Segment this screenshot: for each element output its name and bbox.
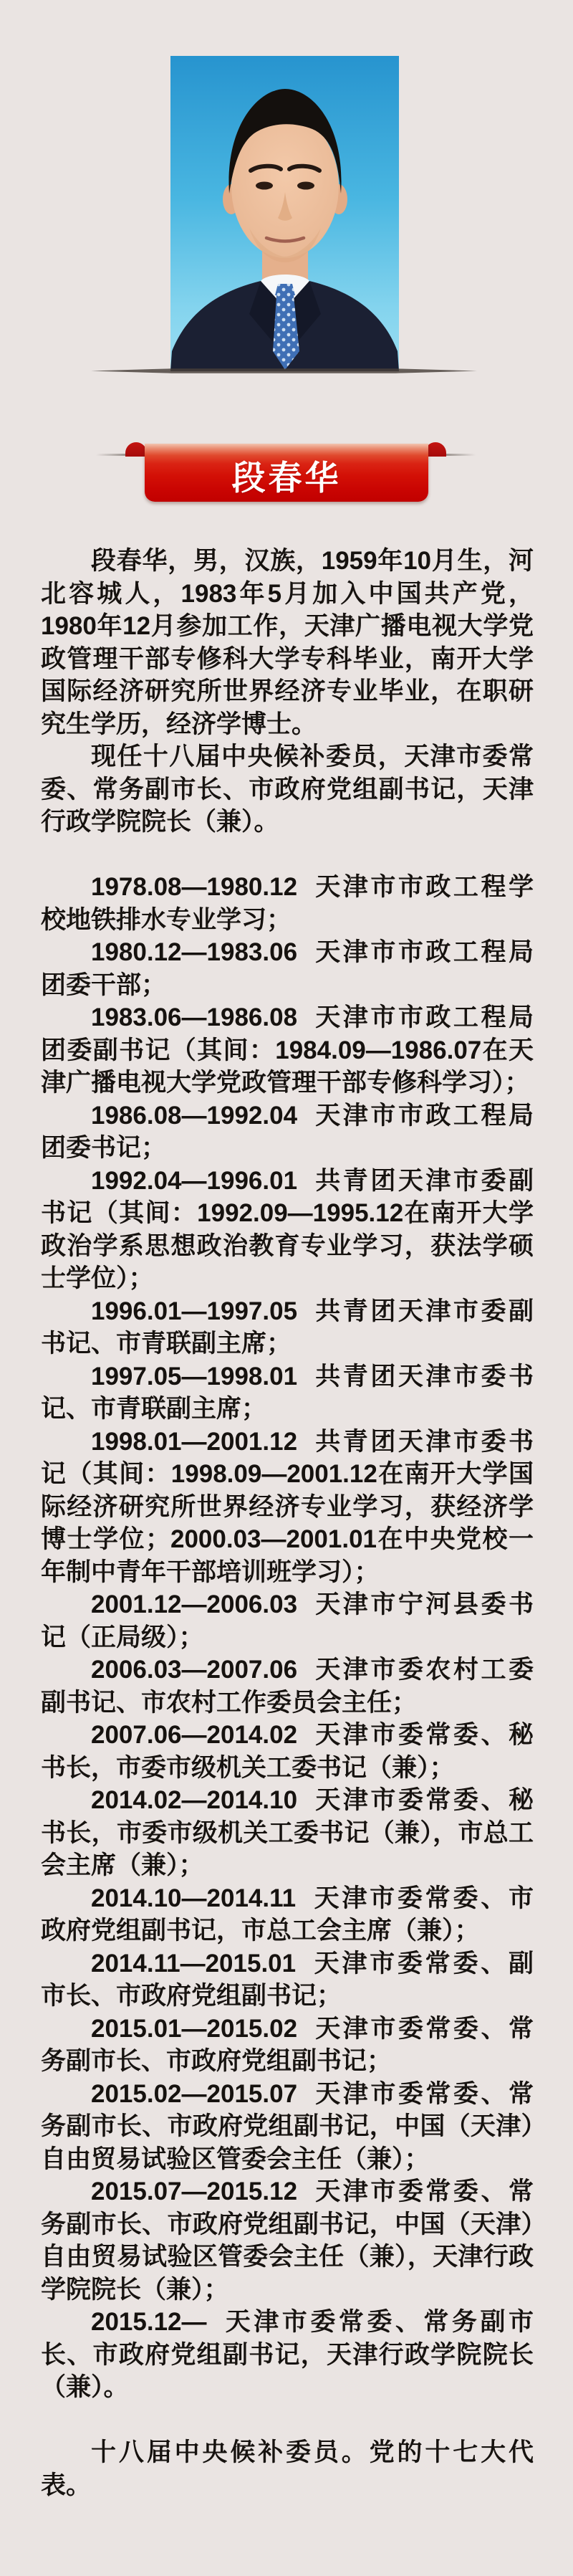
ribbon-body [145,444,428,502]
resume-entry [41,2175,534,2306]
resume-period: 2014.11—2015.01 [91,1949,297,1978]
bio-paragraph-closing: 十八届中央候补委员。党的十七大代表。 [41,2438,534,2499]
resume-period: 1992.04—1996.01 [91,1166,298,1195]
resume-description: 共青团天津市委书记（其间：1998.09—2001.12在南开大学国际经济研究所世界经济专业学习，获经济学博士学位；2000.03—2001.01在中央党校一年制中青年干部培训班学习）； [41,1427,534,1586]
resume-entry [41,936,534,1001]
resume-period: 2014.10—2014.11 [91,1884,297,1912]
resume-entry [41,1099,534,1165]
resume-description: 共青团天津市委副书记、市青联副主席； [41,1297,534,1358]
resume-description: 天津市市政工程局团委副书记（其间：1984.09—1986.07在天津广播电视大学党政管理干部专修科学习）； [41,1003,534,1097]
resume-description: 天津市委常委、秘书长，市委市级机关工委书记（兼）； [41,1721,534,1782]
resume-period: 2007.06—2014.02 [91,1721,298,1749]
resume-entry [41,2306,534,2404]
resume-entry [41,1882,534,1947]
resume-description: 天津市委常委、常务副市长、市政府党组副书记，天津行政学院院长（兼）。 [41,2308,534,2401]
resume-description: 天津市委常委、常务副市长、市政府党组副书记，中国（天津）自由贸易试验区管委会主任（兼）； [41,2079,534,2173]
portrait-shadow [90,368,477,373]
resume-period: 2015.02—2015.07 [91,2079,298,2108]
resume-description: 天津市委常委、秘书长，市委市级机关工委书记（兼），市总工会主席（兼）； [41,1786,534,1879]
resume-description: 天津市宁河县委书记（正局级）； [41,1590,534,1651]
paragraph-spacer [41,839,534,872]
biography-content [0,545,573,2501]
resume-period: 2015.07—2015.12 [91,2177,298,2205]
portrait-photo [170,56,399,371]
resume-period: 1978.08—1980.12 [91,873,298,901]
resume-period: 2015.01—2015.02 [91,2014,298,2043]
resume-description: 天津市委农村工委副书记、市农村工作委员会主任； [41,1656,534,1717]
resume-period: 1996.01—1997.05 [91,1297,298,1325]
bio-paragraph-intro: 段春华，男，汉族，1959年10月生，河北容城人，1983年5月加入中国共产党，1980年12月参加工作，天津广播电视大学党政管理干部专修科大学专科毕业，南开大学国际经济研究所世界经济专业毕业，在职研究生学历，经济学博士。 [41,547,534,738]
name-ribbon [0,430,573,523]
resume-period: 2001.12—2006.03 [91,1590,298,1618]
resume-entry [41,1001,534,1099]
resume-entry [41,2013,534,2078]
resume-description: 天津市市政工程局团委干部； [41,938,534,999]
resume-entry [41,1947,534,2013]
resume-period: 1986.08—1992.04 [91,1101,298,1130]
resume-description: 天津市委常委、常务副市长、市政府党组副书记，中国（天津）自由贸易试验区管委会主任（兼），天津行政学院院长（兼）； [41,2177,534,2304]
resume-period: 1980.12—1983.06 [91,938,298,966]
resume-entry [41,1588,534,1654]
ribbon-curl-left [125,442,147,457]
resume-entry [41,871,534,936]
resume-entry [41,1654,534,1719]
resume-description: 共青团天津市委书记、市青联副主席； [41,1362,534,1423]
resume-description: 天津市委常委、市政府党组副书记，市总工会主席（兼）； [41,1884,534,1945]
resume-entry [41,1784,534,1882]
resume-description: 天津市市政工程局团委书记； [41,1101,534,1162]
resume-period: 1983.06—1986.08 [91,1003,298,1031]
resume-entry [41,1426,534,1589]
resume-description: 天津市市政工程学校地铁排水专业学习； [41,873,534,934]
resume-description: 天津市委常委、常务副市长、市政府党组副书记； [41,2014,534,2075]
bio-paragraph-current-posts: 现任十八届中央候补委员，天津市委常委、常务副市长、市政府党组副书记，天津行政学院院长（兼）。 [41,743,534,836]
portrait-image [170,56,399,371]
resume-period: 2014.02—2014.10 [91,1786,298,1814]
resume-entry [41,1719,534,1784]
resume-entry [41,1165,534,1295]
resume-period: 1997.05—1998.01 [91,1362,298,1390]
resume-entry [41,1295,534,1360]
resume-entry [41,1360,534,1426]
resume-description: 共青团天津市委副书记（其间：1992.09—1995.12在南开大学政治学系思想政治教育专业学习，获法学硕士学位）； [41,1166,534,1292]
resume-description: 天津市委常委、副市长、市政府党组副书记； [41,1949,534,2010]
resume-period: 2006.03—2007.06 [91,1656,298,1684]
paragraph-spacer [41,2404,534,2437]
resume-period: 2015.12— [91,2308,207,2336]
resume-entry [41,2078,534,2176]
person-name: 段春华 [231,459,342,497]
resume-period: 1998.01—2001.12 [91,1427,298,1456]
